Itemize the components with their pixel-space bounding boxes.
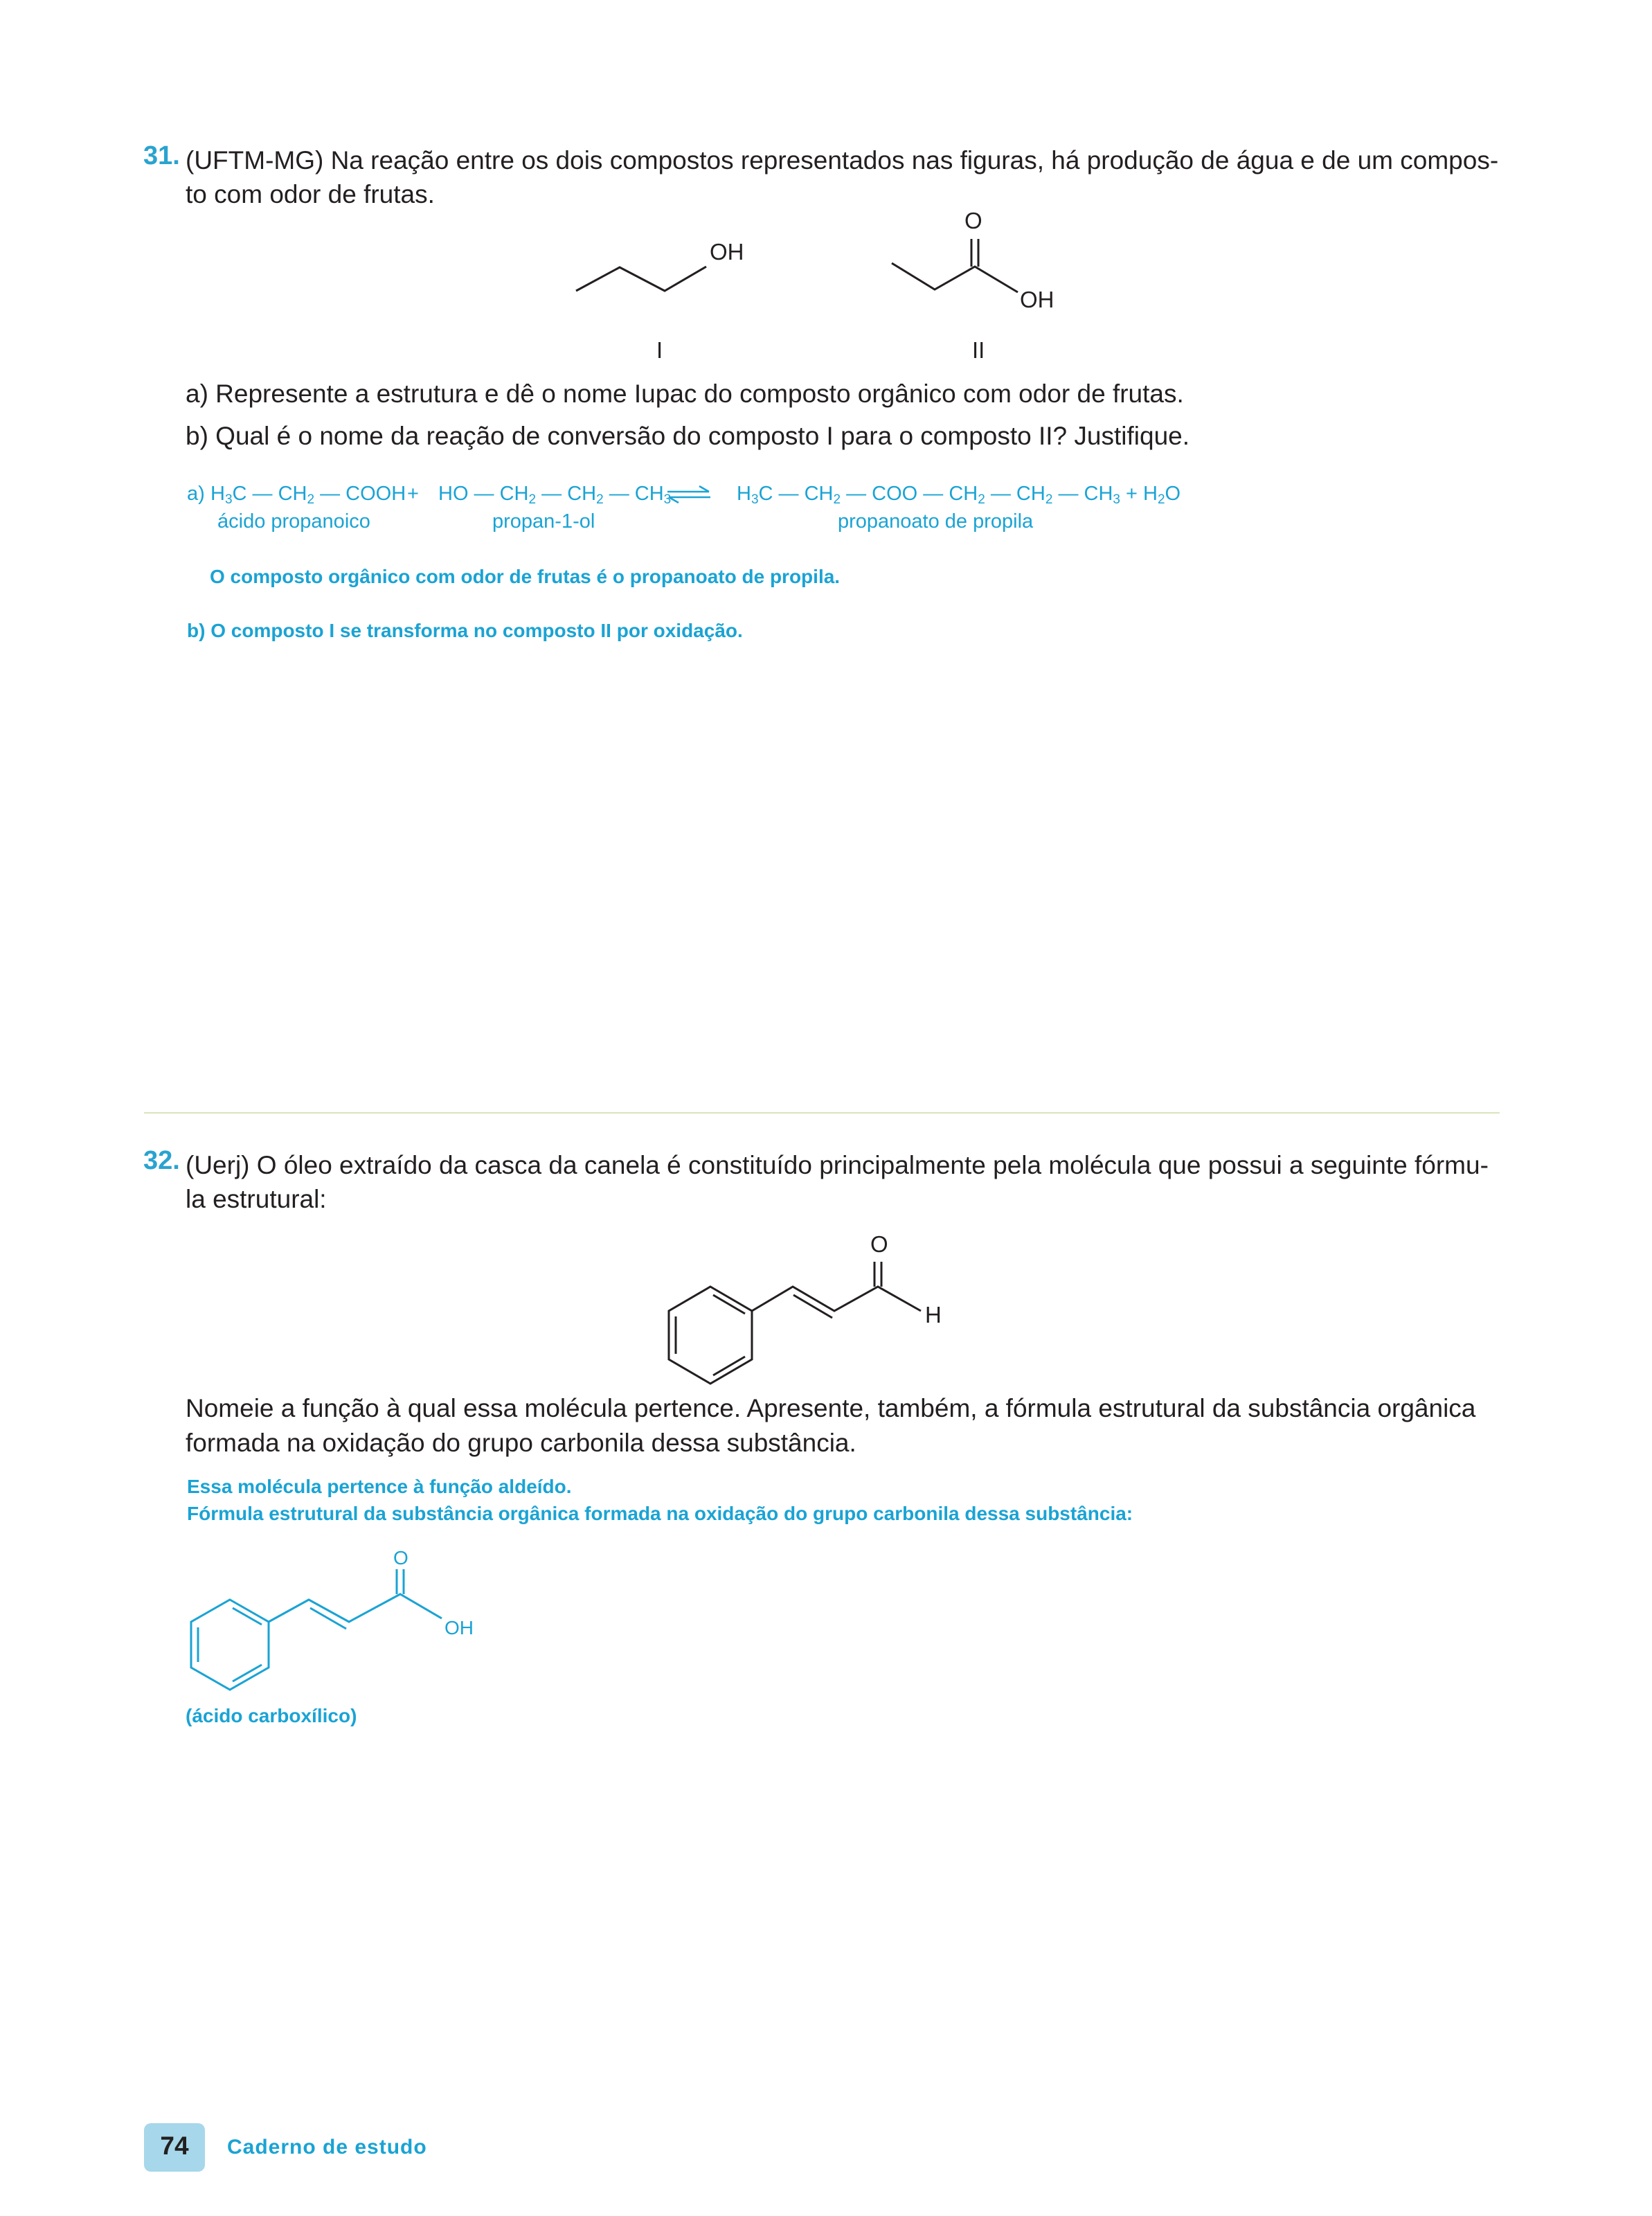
- structure-II-propanoic-acid: [886, 229, 1039, 319]
- cinnamic-acid-o-label: O: [393, 1547, 408, 1569]
- label-propanol: propan-1-ol: [492, 510, 595, 533]
- equilibrium-arrow-icon: [666, 485, 712, 503]
- section-divider: [144, 1112, 1500, 1114]
- structure-cinnamic-acid: [180, 1544, 485, 1697]
- cinnamaldehyde-o-label: O: [870, 1231, 888, 1257]
- question-31-item-a: a) Represente a estrutura e dê o nome Iupac do composto orgânico com odor de frutas.: [186, 379, 1184, 408]
- question-32-line-1: (Uerj) O óleo extraído da casca da canela é constituído principalmente pela molécula que possui a seguinte fórmu-: [186, 1151, 1489, 1179]
- page-number: 74: [160, 2132, 189, 2160]
- answer-31-a-prefix: a): [187, 483, 205, 505]
- label-propanoato-de-propila: propanoato de propila: [838, 510, 1034, 533]
- answer-32-line-2: Fórmula estrutural da substância orgânica formada na oxidação do grupo carbonila dessa substância:: [187, 1503, 1133, 1524]
- answer-32-caption: (ácido carboxílico): [186, 1705, 357, 1726]
- structure-I-roman-label: I: [656, 337, 663, 363]
- reagent-propanol-formula: HO — $CH_2$ — $CH_2$ — $CH_3$: [438, 483, 672, 507]
- structure-II-roman-label: II: [972, 337, 985, 363]
- reagent-propanoic-acid-formula: $H_3C$ — $CH_2$ — COOH: [210, 483, 406, 507]
- question-32-prompt-line-2: formada na oxidação do grupo carbonila dessa substância.: [186, 1429, 856, 1457]
- structure-II-oh-label: OH: [1020, 287, 1054, 312]
- answer-32-line-1: Essa molécula pertence à função aldeído.: [187, 1476, 572, 1497]
- question-32-number: 32.: [143, 1146, 180, 1175]
- question-31-line-1: (UFTM-MG) Na reação entre os dois compostos representados nas figuras, há produção de água e de um compos-: [186, 146, 1499, 175]
- footer-section-title: Caderno de estudo: [227, 2136, 427, 2159]
- plus-sign: +: [407, 483, 419, 505]
- structure-II-o-label: O: [964, 208, 982, 233]
- question-31-item-b: b) Qual é o nome da reação de conversão do composto I para o composto II? Justifique.: [186, 422, 1190, 450]
- question-32-line-2: la estrutural:: [186, 1185, 327, 1213]
- label-acido-propanoico: ácido propanoico: [217, 510, 370, 533]
- question-31-number: 31.: [143, 141, 180, 170]
- cinnamic-acid-oh-label: OH: [445, 1617, 474, 1638]
- question-32-prompt-line-1: Nomeie a função à qual essa molécula pertence. Apresente, também, a fórmula estrutural da substância orgânica: [186, 1394, 1476, 1422]
- structure-I-oh-label: OH: [710, 239, 744, 265]
- answer-31-b: b) O composto I se transforma no composto II por oxidação.: [187, 620, 743, 641]
- cinnamaldehyde-h-label: H: [925, 1302, 942, 1328]
- structure-cinnamaldehyde: [658, 1246, 949, 1392]
- answer-31-a-conclusion: O composto orgânico com odor de frutas é o propanoato de propila.: [210, 566, 841, 587]
- question-31-line-2: to com odor de frutas.: [186, 180, 435, 208]
- structure-I-propanol: [568, 229, 775, 305]
- product-ester-formula: $H_3C$ — $CH_2$ — COO — $CH_2$ — $CH_2$ — $CH_3 + H_2O$: [737, 483, 1181, 507]
